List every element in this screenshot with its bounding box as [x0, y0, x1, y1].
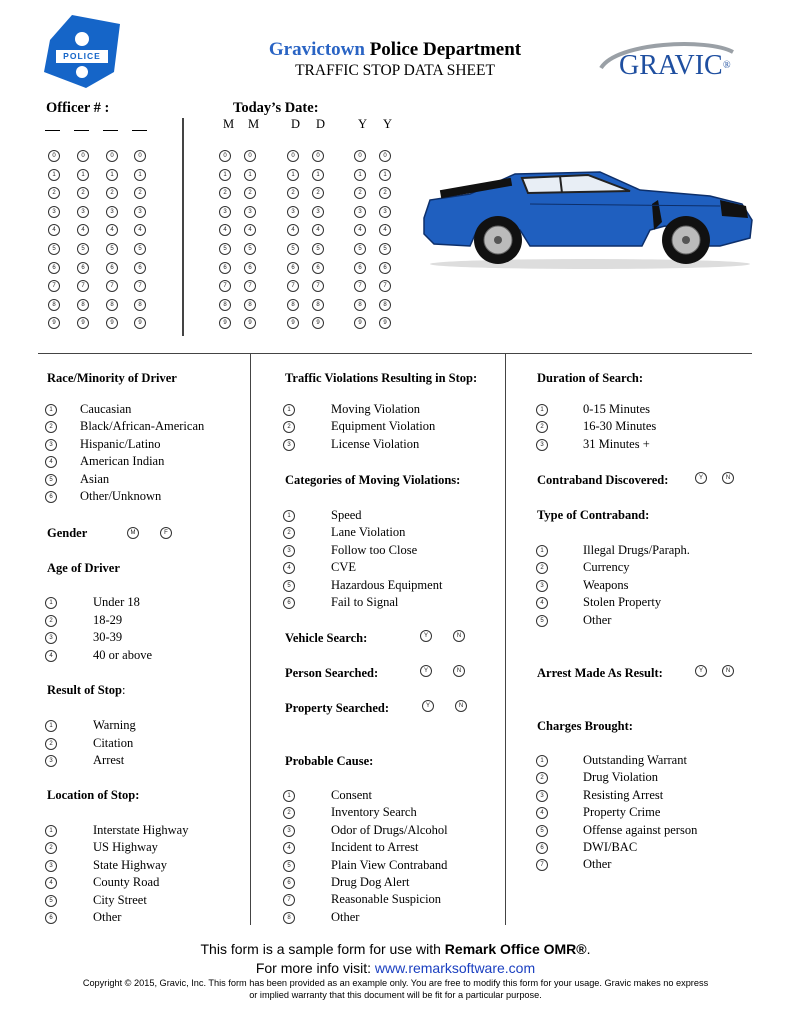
date-y2-bubble[interactable]: 3	[379, 206, 391, 218]
officer-digit-4-bubble[interactable]: 7	[134, 280, 146, 292]
moving-option-label: CVE	[331, 560, 356, 575]
race-option-3-bubble[interactable]: 3	[45, 439, 57, 451]
charges-option-label: Outstanding Warrant	[583, 753, 687, 767]
officer-digit-1-bubble[interactable]: 5	[48, 243, 60, 255]
date-d1-bubble[interactable]: 5	[287, 243, 299, 255]
date-m2-bubble[interactable]: 6	[244, 262, 256, 274]
race-option-label: Hispanic/Latino	[80, 436, 161, 451]
date-d2-bubble[interactable]: 1	[312, 169, 324, 181]
age-option-label: 40 or above	[93, 647, 153, 662]
date-y2-bubble[interactable]: 9	[379, 317, 391, 329]
arrest-made-yes-bubble[interactable]: Y	[695, 665, 707, 677]
gravic-logo-mark: ®	[723, 60, 731, 71]
charges-option-label: Other	[583, 857, 612, 872]
date-y2-bubble[interactable]: 8	[379, 299, 391, 311]
officer-digit-1-bubble[interactable]: 6	[48, 262, 60, 274]
gender-f-bubble[interactable]: F	[160, 527, 172, 539]
gender-heading	[47, 526, 87, 541]
date-d2-bubble[interactable]: 8	[312, 299, 324, 311]
officer-digit-3-bubble[interactable]: 6	[106, 262, 118, 274]
probable-heading-text: Probable Cause:	[285, 754, 374, 768]
moving-option-2-bubble[interactable]: 2	[283, 527, 295, 539]
contraband-type-option-label: Illegal Drugs/Paraph.	[583, 543, 690, 557]
location-option-1-bubble[interactable]: 1	[45, 825, 57, 837]
officer-digit-4-bubble[interactable]: 5	[134, 243, 146, 255]
officer-digit-2-bubble[interactable]: 6	[77, 262, 89, 274]
probable-cause-option-label: Other	[331, 909, 360, 924]
age-option-4-bubble[interactable]: 4	[45, 650, 57, 662]
contraband-discovered-yes-bubble[interactable]: Y	[695, 472, 707, 484]
date-d1-bubble[interactable]: 0	[287, 150, 299, 162]
duration-option-label: 16-30 Minutes	[583, 419, 657, 434]
moving-option-label: Fail to Signal	[331, 595, 399, 609]
footer-copyright1: Copyright © 2015, Gravic, Inc. This form has been provided as an example only. You are free to modify this form for your usage. Gravic makes no express	[82, 978, 709, 988]
probable-cause-option-7-bubble[interactable]: 7	[283, 894, 295, 906]
probable-cause-option-label: Reasonable Suspicion	[331, 892, 442, 907]
moving-option-label: Speed	[331, 508, 362, 522]
date-y2-bubble[interactable]: 5	[379, 243, 391, 255]
moving-option-5-bubble[interactable]: 5	[283, 580, 295, 592]
officer-digit-1-bubble[interactable]: 8	[48, 299, 60, 311]
location-heading	[47, 788, 139, 803]
date-y1-bubble[interactable]: 2	[354, 187, 366, 199]
officer-digit-2-bubble[interactable]: 1	[77, 169, 89, 181]
charges-option-label: Drug Violation	[583, 770, 659, 785]
moving-option-1-bubble[interactable]: 1	[283, 510, 295, 522]
age-option-label: 30-39	[93, 630, 123, 645]
page-title-rest: Police Department	[369, 39, 522, 60]
result-option-2-bubble[interactable]: 2	[45, 738, 57, 750]
footer-line1	[0, 941, 791, 957]
officer-digit-line-1	[45, 130, 60, 131]
date-m1-bubble[interactable]: 8	[219, 299, 231, 311]
date-d1-bubble[interactable]: 3	[287, 206, 299, 218]
probable-cause-option-label: Inventory Search	[331, 805, 417, 820]
probable-cause-option-label: Plain View Contraband	[331, 857, 448, 872]
officer-digit-line-3	[103, 130, 118, 131]
race-option-label: Black/African-American	[80, 419, 205, 434]
officer-digit-2-bubble[interactable]: 3	[77, 206, 89, 218]
officer-digit-2-bubble[interactable]: 8	[77, 299, 89, 311]
date-m1-bubble[interactable]: 5	[219, 243, 231, 255]
footer-line1-pre: This form is a sample form for use with	[200, 941, 445, 957]
date-m1-bubble[interactable]: 7	[219, 280, 231, 292]
location-option-4-bubble[interactable]: 4	[45, 877, 57, 889]
footer-product: Remark Office OMR®	[444, 941, 587, 957]
violations-option-1-bubble[interactable]: 1	[283, 404, 295, 416]
footer-copyright2: or implied warranty that this document will be fit for a particular purpose.	[249, 990, 542, 1000]
officer-digit-3-bubble[interactable]: 0	[106, 150, 118, 162]
race-option-1-bubble[interactable]: 1	[45, 404, 57, 416]
date-d2-bubble[interactable]: 2	[312, 187, 324, 199]
date-y2-bubble[interactable]: 6	[379, 262, 391, 274]
badge-text: POLICE	[63, 51, 101, 61]
race-heading	[47, 371, 177, 386]
property-searched-heading-text: Property Searched:	[285, 701, 390, 715]
age-option-label: 18-29	[93, 612, 123, 627]
date-y2-bubble[interactable]: 7	[379, 280, 391, 292]
footer-link[interactable]: www.remarksoftware.com	[374, 960, 536, 976]
moving-option-label: Hazardous Equipment	[331, 577, 443, 592]
date-m2-bubble[interactable]: 0	[244, 150, 256, 162]
age-option-3-bubble[interactable]: 3	[45, 632, 57, 644]
duration-option-3-bubble[interactable]: 3	[536, 439, 548, 451]
date-letter: Y	[383, 117, 393, 131]
officer-digit-2-bubble[interactable]: 0	[77, 150, 89, 162]
officer-digit-line-4	[132, 130, 147, 131]
contraband-type-option-3-bubble[interactable]: 3	[536, 580, 548, 592]
date-m2-bubble[interactable]: 1	[244, 169, 256, 181]
officer-digit-1-bubble[interactable]: 7	[48, 280, 60, 292]
charges-option-label: Property Crime	[583, 805, 661, 820]
person-searched-heading	[285, 666, 378, 681]
result-heading-suffix: :	[122, 683, 126, 697]
date-y2-bubble[interactable]: 0	[379, 150, 391, 162]
date-d1-bubble[interactable]: 1	[287, 169, 299, 181]
probable-cause-option-3-bubble[interactable]: 3	[283, 825, 295, 837]
race-option-6-bubble[interactable]: 6	[45, 491, 57, 503]
charges-option-label: Offense against person	[583, 822, 698, 837]
officer-digit-line-2	[74, 130, 89, 131]
column-divider-1	[250, 353, 251, 925]
officer-digit-2-bubble[interactable]: 9	[77, 317, 89, 329]
date-d2-bubble[interactable]: 9	[312, 317, 324, 329]
footer-line1-post: .	[586, 941, 591, 957]
contraband-type-heading	[537, 508, 649, 523]
officer-digit-1-bubble[interactable]: 0	[48, 150, 60, 162]
location-option-3-bubble[interactable]: 3	[45, 860, 57, 872]
race-option-5-bubble[interactable]: 5	[45, 474, 57, 486]
officer-digit-2-bubble[interactable]: 5	[77, 243, 89, 255]
page-title-colored: Gravictown	[268, 39, 365, 60]
duration-option-1-bubble[interactable]: 1	[536, 404, 548, 416]
date-y1-bubble[interactable]: 6	[354, 262, 366, 274]
footer-line2-pre: For more info visit:	[255, 960, 375, 976]
date-m2-bubble[interactable]: 3	[244, 206, 256, 218]
race-option-label: Other/Unknown	[80, 489, 162, 503]
location-option-label: US Highway	[93, 840, 158, 855]
date-m2-bubble[interactable]: 9	[244, 317, 256, 329]
date-d2-bubble[interactable]: 3	[312, 206, 324, 218]
property-searched-yes-bubble[interactable]: Y	[422, 700, 434, 712]
contraband-type-option-label: Stolen Property	[583, 595, 662, 610]
moving-option-label: Lane Violation	[331, 525, 406, 540]
contraband-type-option-label: Other	[583, 612, 612, 627]
page-title	[140, 39, 650, 61]
vehicle-search-heading-text: Vehicle Search:	[285, 631, 368, 645]
date-d2-bubble[interactable]: 0	[312, 150, 324, 162]
officer-digit-4-bubble[interactable]: 2	[134, 187, 146, 199]
date-y2-bubble[interactable]: 4	[379, 224, 391, 236]
charges-option-label: Resisting Arrest	[583, 787, 664, 802]
date-m2-bubble[interactable]: 8	[244, 299, 256, 311]
date-d1-bubble[interactable]: 2	[287, 187, 299, 199]
officer-digit-3-bubble[interactable]: 1	[106, 169, 118, 181]
contraband-type-option-4-bubble[interactable]: 4	[536, 597, 548, 609]
moving-option-6-bubble[interactable]: 6	[283, 597, 295, 609]
result-option-label: Warning	[93, 718, 136, 732]
date-m1-bubble[interactable]: 9	[219, 317, 231, 329]
contraband-discovered-heading-text: Contraband Discovered:	[537, 473, 669, 487]
gender-m-bubble[interactable]: M	[127, 527, 139, 539]
moving-heading	[285, 473, 460, 488]
probable-cause-option-8-bubble[interactable]: 8	[283, 912, 295, 924]
duration-option-label: 0-15 Minutes	[583, 402, 651, 416]
result-heading	[47, 683, 126, 698]
duration-option-label: 31 Minutes +	[583, 436, 650, 451]
gender-heading-text: Gender	[47, 526, 88, 540]
probable-cause-option-4-bubble[interactable]: 4	[283, 842, 295, 854]
charges-option-2-bubble[interactable]: 2	[536, 772, 548, 784]
arrest-made-heading	[537, 666, 663, 681]
probable-cause-option-2-bubble[interactable]: 2	[283, 807, 295, 819]
gravic-logo-text: GRAVIC	[619, 50, 723, 81]
location-option-2-bubble[interactable]: 2	[45, 842, 57, 854]
location-option-label: Other	[93, 910, 122, 924]
officer-digit-2-bubble[interactable]: 2	[77, 187, 89, 199]
result-option-3-bubble[interactable]: 3	[45, 755, 57, 767]
date-y1-bubble[interactable]: 1	[354, 169, 366, 181]
contraband-discovered-no-bubble[interactable]: N	[722, 472, 734, 484]
officer-digit-4-bubble[interactable]: 8	[134, 299, 146, 311]
result-heading-text: Result of Stop	[47, 683, 123, 697]
vehicle-search-yes-bubble[interactable]: Y	[420, 630, 432, 642]
probable-cause-option-label: Incident to Arrest	[331, 840, 419, 855]
charges-option-6-bubble[interactable]: 6	[536, 842, 548, 854]
age-option-1-bubble[interactable]: 1	[45, 597, 57, 609]
officer-digit-2-bubble[interactable]: 4	[77, 224, 89, 236]
officer-digit-1-bubble[interactable]: 3	[48, 206, 60, 218]
contraband-type-option-label: Currency	[583, 560, 630, 575]
probable-cause-option-5-bubble[interactable]: 5	[283, 860, 295, 872]
officer-digit-1-bubble[interactable]: 9	[48, 317, 60, 329]
charges-option-7-bubble[interactable]: 7	[536, 859, 548, 871]
date-y1-bubble[interactable]: 8	[354, 299, 366, 311]
moving-option-3-bubble[interactable]: 3	[283, 545, 295, 557]
date-label: Today’s Date:	[233, 100, 319, 116]
violations-option-3-bubble[interactable]: 3	[283, 439, 295, 451]
vehicle-search-no-bubble[interactable]: N	[453, 630, 465, 642]
officer-digit-3-bubble[interactable]: 2	[106, 187, 118, 199]
probable-cause-option-6-bubble[interactable]: 6	[283, 877, 295, 889]
location-heading-text: Location of Stop:	[47, 788, 140, 802]
date-m2-bubble[interactable]: 4	[244, 224, 256, 236]
date-y1-bubble[interactable]: 4	[354, 224, 366, 236]
date-m1-bubble[interactable]: 6	[219, 262, 231, 274]
date-m1-bubble[interactable]: 4	[219, 224, 231, 236]
footer-line2	[0, 960, 791, 976]
age-heading-text: Age of Driver	[47, 561, 120, 575]
date-letter: M	[248, 117, 260, 131]
date-letter: D	[291, 117, 301, 131]
officer-digit-4-bubble[interactable]: 9	[134, 317, 146, 329]
age-option-2-bubble[interactable]: 2	[45, 615, 57, 627]
violations-option-2-bubble[interactable]: 2	[283, 421, 295, 433]
officer-digit-2-bubble[interactable]: 7	[77, 280, 89, 292]
violations-heading	[285, 371, 477, 386]
officer-label: Officer # :	[46, 100, 110, 116]
location-option-5-bubble[interactable]: 5	[45, 895, 57, 907]
probable-cause-option-label: Drug Dog Alert	[331, 875, 410, 889]
date-d2-bubble[interactable]: 7	[312, 280, 324, 292]
charges-option-5-bubble[interactable]: 5	[536, 825, 548, 837]
date-d2-bubble[interactable]: 6	[312, 262, 324, 274]
date-d2-bubble[interactable]: 5	[312, 243, 324, 255]
race-option-label: Caucasian	[80, 402, 132, 416]
arrest-made-heading-text: Arrest Made As Result:	[537, 666, 663, 680]
date-y1-bubble[interactable]: 3	[354, 206, 366, 218]
charges-heading-text: Charges Brought:	[537, 719, 633, 733]
contraband-type-heading-text: Type of Contraband:	[537, 508, 650, 522]
date-d2-bubble[interactable]: 4	[312, 224, 324, 236]
officer-digit-3-bubble[interactable]: 4	[106, 224, 118, 236]
car-image	[420, 160, 760, 272]
contraband-type-option-5-bubble[interactable]: 5	[536, 615, 548, 627]
race-option-4-bubble[interactable]: 4	[45, 456, 57, 468]
column-divider-2	[505, 353, 506, 925]
race-option-label: American Indian	[80, 454, 165, 469]
violations-heading-text: Traffic Violations Resulting in Stop:	[285, 371, 478, 385]
date-y1-bubble[interactable]: 5	[354, 243, 366, 255]
charges-option-4-bubble[interactable]: 4	[536, 807, 548, 819]
charges-option-1-bubble[interactable]: 1	[536, 755, 548, 767]
officer-digit-4-bubble[interactable]: 4	[134, 224, 146, 236]
charges-option-3-bubble[interactable]: 3	[536, 790, 548, 802]
gravic-logo	[597, 38, 737, 84]
date-m2-bubble[interactable]: 7	[244, 280, 256, 292]
contraband-discovered-heading	[537, 473, 668, 488]
person-searched-yes-bubble[interactable]: Y	[420, 665, 432, 677]
probable-cause-option-label: Odor of Drugs/Alcohol	[331, 822, 448, 837]
contraband-type-option-label: Weapons	[583, 577, 629, 592]
age-heading	[47, 561, 120, 576]
location-option-label: Interstate Highway	[93, 823, 189, 837]
arrest-made-no-bubble[interactable]: N	[722, 665, 734, 677]
property-searched-heading	[285, 701, 389, 716]
police-badge	[42, 12, 122, 90]
officer-digit-3-bubble[interactable]: 9	[106, 317, 118, 329]
contraband-type-option-1-bubble[interactable]: 1	[536, 545, 548, 557]
date-d1-bubble[interactable]: 8	[287, 299, 299, 311]
date-letter: D	[316, 117, 326, 131]
contraband-type-option-2-bubble[interactable]: 2	[536, 562, 548, 574]
date-y2-bubble[interactable]: 1	[379, 169, 391, 181]
officer-digit-1-bubble[interactable]: 2	[48, 187, 60, 199]
date-m2-bubble[interactable]: 5	[244, 243, 256, 255]
age-option-label: Under 18	[93, 595, 140, 609]
moving-heading-text: Categories of Moving Violations:	[285, 473, 461, 487]
violations-option-label: Equipment Violation	[331, 419, 436, 434]
result-option-label: Citation	[93, 735, 134, 750]
date-m1-bubble[interactable]: 0	[219, 150, 231, 162]
officer-digit-3-bubble[interactable]: 5	[106, 243, 118, 255]
officer-digit-3-bubble[interactable]: 8	[106, 299, 118, 311]
date-m1-bubble[interactable]: 3	[219, 206, 231, 218]
grid-divider	[182, 118, 184, 336]
page-subtitle: TRAFFIC STOP DATA SHEET	[295, 62, 495, 79]
moving-option-label: Follow too Close	[331, 542, 418, 557]
probable-cause-option-label: Consent	[331, 788, 372, 802]
officer-digit-3-bubble[interactable]: 7	[106, 280, 118, 292]
date-y1-bubble[interactable]: 0	[354, 150, 366, 162]
section-rule	[38, 353, 752, 354]
date-y2-bubble[interactable]: 2	[379, 187, 391, 199]
date-d1-bubble[interactable]: 6	[287, 262, 299, 274]
location-option-label: County Road	[93, 875, 160, 890]
date-d1-bubble[interactable]: 7	[287, 280, 299, 292]
race-option-label: Asian	[80, 471, 110, 486]
date-m2-bubble[interactable]: 2	[244, 187, 256, 199]
date-y1-bubble[interactable]: 7	[354, 280, 366, 292]
officer-digit-3-bubble[interactable]: 3	[106, 206, 118, 218]
violations-option-label: License Violation	[331, 436, 420, 451]
location-option-label: State Highway	[93, 857, 167, 872]
officer-digit-4-bubble[interactable]: 3	[134, 206, 146, 218]
officer-digit-1-bubble[interactable]: 4	[48, 224, 60, 236]
person-searched-heading-text: Person Searched:	[285, 666, 379, 680]
person-searched-no-bubble[interactable]: N	[453, 665, 465, 677]
date-m1-bubble[interactable]: 2	[219, 187, 231, 199]
charges-option-label: DWI/BAC	[583, 840, 638, 854]
moving-option-4-bubble[interactable]: 4	[283, 562, 295, 574]
date-m1-bubble[interactable]: 1	[219, 169, 231, 181]
result-option-1-bubble[interactable]: 1	[45, 720, 57, 732]
result-option-label: Arrest	[93, 753, 125, 768]
race-option-2-bubble[interactable]: 2	[45, 421, 57, 433]
duration-option-2-bubble[interactable]: 2	[536, 421, 548, 433]
charges-heading	[537, 719, 633, 734]
officer-digit-1-bubble[interactable]: 1	[48, 169, 60, 181]
date-y1-bubble[interactable]: 9	[354, 317, 366, 329]
duration-heading	[537, 371, 643, 386]
date-letter: Y	[358, 117, 368, 131]
duration-heading-text: Duration of Search:	[537, 371, 644, 385]
property-searched-no-bubble[interactable]: N	[455, 700, 467, 712]
date-d1-bubble[interactable]: 4	[287, 224, 299, 236]
officer-digit-4-bubble[interactable]: 1	[134, 169, 146, 181]
vehicle-search-heading	[285, 631, 367, 646]
race-heading-text: Race/Minority of Driver	[47, 371, 177, 385]
probable-cause-option-1-bubble[interactable]: 1	[283, 790, 295, 802]
officer-digit-4-bubble[interactable]: 0	[134, 150, 146, 162]
probable-heading	[285, 754, 373, 769]
violations-option-label: Moving Violation	[331, 402, 420, 416]
officer-digit-4-bubble[interactable]: 6	[134, 262, 146, 274]
location-option-6-bubble[interactable]: 6	[45, 912, 57, 924]
date-letter: M	[223, 117, 235, 131]
location-option-label: City Street	[93, 892, 147, 907]
date-d1-bubble[interactable]: 9	[287, 317, 299, 329]
